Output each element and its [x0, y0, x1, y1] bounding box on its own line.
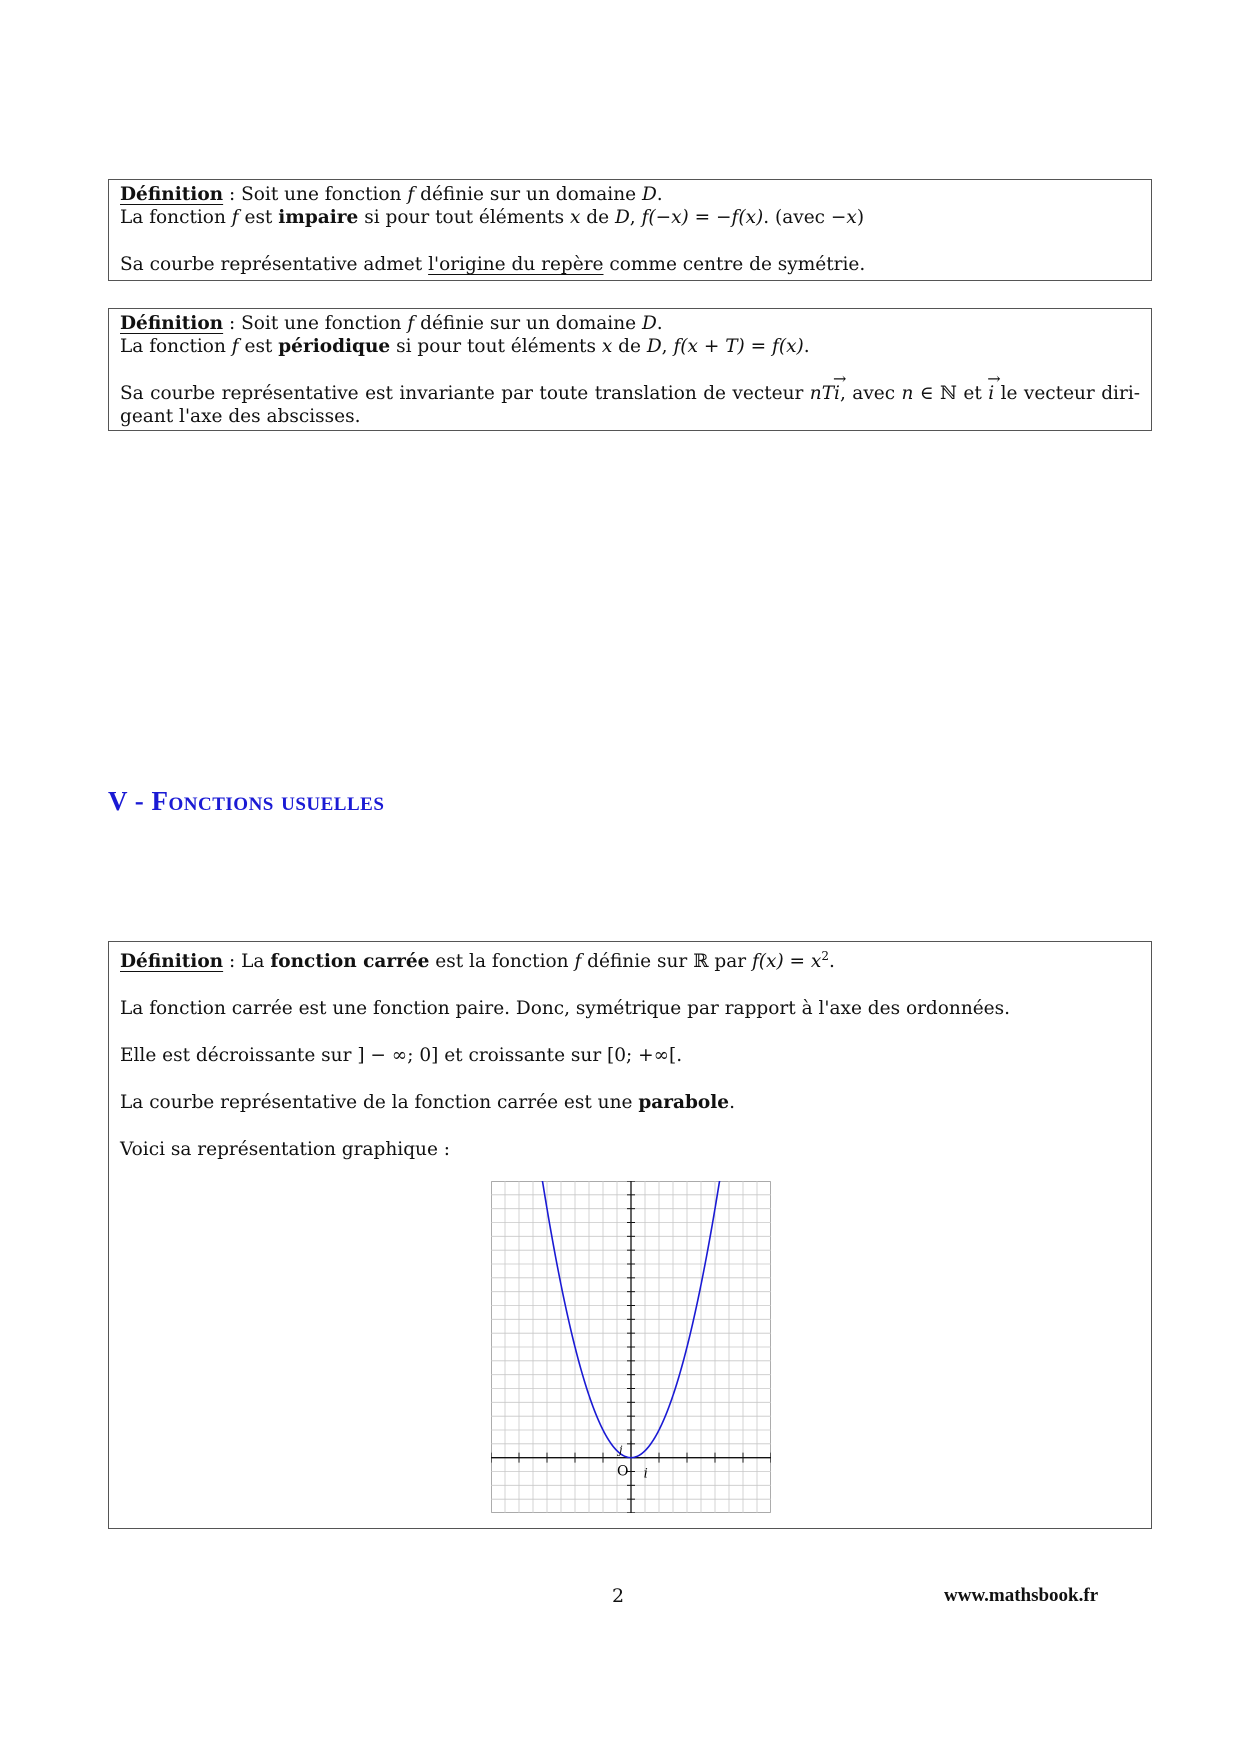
- paragraph-graph-intro: Voici sa représentation graphique :: [120, 1139, 451, 1161]
- def-line-4: geant l'axe des abscisses.: [120, 406, 361, 427]
- def-line-3: Sa courbe représentative admet l'origine du repère comme centre de symétrie.: [120, 254, 866, 275]
- def-line-2: La fonction f est impaire si pour tout éléments x de D, f(−x) = −f(x). (avec −x): [120, 207, 865, 228]
- definition-label: Définition: [120, 951, 224, 973]
- paragraph-parabola: La courbe représentative de la fonction carrée est une parabole.: [120, 1092, 735, 1114]
- graph-svg: [491, 1181, 771, 1513]
- definition-box-impaire: [108, 179, 1152, 281]
- vector-i: → i: [834, 382, 840, 405]
- def-line-1: Définition : La fonction carrée est la fonction f définie sur ℝ par $f(x) = x^2$.: [120, 949, 835, 973]
- math-equation: f(x + T) = f(x): [673, 336, 804, 357]
- section-heading: V - Fonctions usuelles: [108, 786, 385, 816]
- math-equation: f(−x) = −f(x): [641, 207, 764, 228]
- vector-i-label: i: [643, 1466, 648, 1482]
- page-number: 2: [612, 1585, 625, 1607]
- math-equation: f(x) = x: [751, 951, 822, 973]
- vector-i: → i: [988, 382, 994, 405]
- definition-label: Définition: [120, 184, 224, 205]
- parabola-graph: [491, 1181, 771, 1517]
- def-line-1: Définition : Soit une fonction f définie sur un domaine D.: [120, 313, 663, 334]
- def-line-2: La fonction f est périodique si pour tout éléments x de D, f(x + T) = f(x).: [120, 336, 810, 357]
- site-url: www.mathsbook.fr: [944, 1585, 1099, 1606]
- vector-j-label: j: [619, 1443, 623, 1457]
- def-line-1: Définition : Soit une fonction f définie sur un domaine D.: [120, 184, 663, 205]
- underlined-term: l'origine du repère: [428, 254, 604, 275]
- definition-label: Définition: [120, 313, 224, 334]
- origin-label: O: [617, 1463, 629, 1480]
- definition-box-periodique: [108, 308, 1152, 431]
- paragraph-parity: La fonction carrée est une fonction paire. Donc, symétrique par rapport à l'axe des ordonnées.: [120, 998, 1011, 1020]
- def-line-3: Sa courbe représentative est invariante par toute translation de vecteur nT→ i, avec n ∈ ℕ et → i le vecteur diri-: [120, 382, 1140, 405]
- paragraph-variation: Elle est décroissante sur ] − ∞; 0] et croissante sur [0; +∞[.: [120, 1045, 683, 1067]
